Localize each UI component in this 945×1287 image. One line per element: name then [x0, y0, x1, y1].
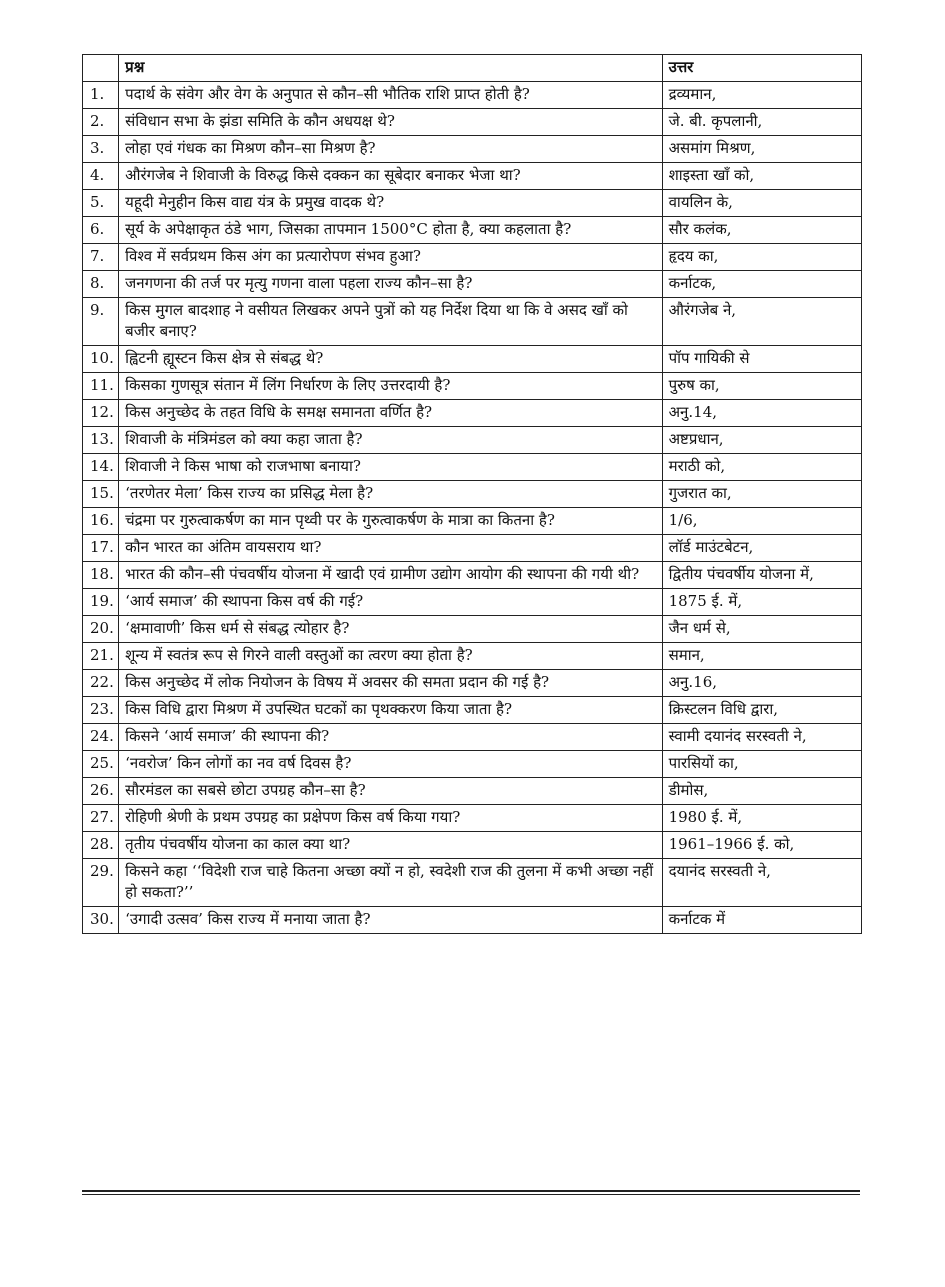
row-answer: अनु.14, [662, 400, 861, 427]
row-number: 16. [83, 508, 119, 535]
table-row [83, 643, 862, 670]
row-question: संविधान सभा के झंडा समिति के कौन अधयक्ष थे? [119, 109, 662, 136]
row-question: विश्व में सर्वप्रथम किस अंग का प्रत्यारोपण संभव हुआ? [119, 244, 662, 271]
row-number: 27. [83, 805, 119, 832]
row-answer: जैन धर्म से, [662, 616, 861, 643]
footer-rule-thin [82, 1194, 860, 1195]
table-row [83, 697, 862, 724]
row-number: 17. [83, 535, 119, 562]
row-answer: दयानंद सरस्वती ने, [662, 859, 861, 907]
row-number: 25. [83, 751, 119, 778]
row-answer: 1875 ई. में, [662, 589, 861, 616]
table-row [83, 778, 862, 805]
row-number: 10. [83, 346, 119, 373]
table-row [83, 244, 862, 271]
row-question: यहूदी मेनुहीन किस वाद्य यंत्र के प्रमुख वादक थे? [119, 190, 662, 217]
row-number: 13. [83, 427, 119, 454]
row-number: 28. [83, 832, 119, 859]
row-question: ह्विटनी ह्यूस्टन किस क्षेत्र से संबद्ध थे? [119, 346, 662, 373]
row-answer: द्रव्यमान, [662, 82, 861, 109]
row-answer: स्वामी दयानंद सरस्वती ने, [662, 724, 861, 751]
table-row [83, 907, 862, 934]
row-question: लोहा एवं गंधक का मिश्रण कौन–सा मिश्रण है? [119, 136, 662, 163]
footer-double-rule [82, 1190, 860, 1195]
row-number: 15. [83, 481, 119, 508]
row-answer: पारसियों का, [662, 751, 861, 778]
row-number: 20. [83, 616, 119, 643]
table-row [83, 508, 862, 535]
table-row [83, 400, 862, 427]
row-answer: औरंगजेब ने, [662, 298, 861, 346]
row-number: 3. [83, 136, 119, 163]
table-row [83, 751, 862, 778]
row-question: ‘नवरोज’ किन लोगों का नव वर्ष दिवस है? [119, 751, 662, 778]
row-answer: कर्नाटक में [662, 907, 861, 934]
row-question: ‘तरणेतर मेला’ किस राज्य का प्रसिद्ध मेला है? [119, 481, 662, 508]
row-number: 26. [83, 778, 119, 805]
row-number: 29. [83, 859, 119, 907]
row-question: किसने ‘आर्य समाज’ की स्थापना की? [119, 724, 662, 751]
row-number: 19. [83, 589, 119, 616]
table-row [83, 298, 862, 346]
table-row [83, 535, 862, 562]
row-question: रोहिणी श्रेणी के प्रथम उपग्रह का प्रक्षेपण किस वर्ष किया गया? [119, 805, 662, 832]
row-question: किस अनुच्छेद के तहत विधि के समक्ष समानता वर्णित है? [119, 400, 662, 427]
row-number: 4. [83, 163, 119, 190]
row-question: ‘आर्य समाज’ की स्थापना किस वर्ष की गई? [119, 589, 662, 616]
row-answer: क्रिस्टलन विधि द्वारा, [662, 697, 861, 724]
table-row [83, 832, 862, 859]
table-row [83, 670, 862, 697]
table-header-row [83, 55, 862, 82]
table-row [83, 190, 862, 217]
row-answer: अष्टप्रधान, [662, 427, 861, 454]
row-question: किसका गुणसूत्र संतान में लिंग निर्धारण के लिए उत्तरदायी है? [119, 373, 662, 400]
row-answer: डीमोस, [662, 778, 861, 805]
row-question: ‘क्षमावाणी’ किस धर्म से संबद्ध त्योहार है? [119, 616, 662, 643]
table-row [83, 859, 862, 907]
row-number: 24. [83, 724, 119, 751]
row-number: 7. [83, 244, 119, 271]
table-row [83, 805, 862, 832]
row-answer: 1980 ई. में, [662, 805, 861, 832]
table-row [83, 589, 862, 616]
row-answer: 1/6, [662, 508, 861, 535]
row-question: भारत की कौन–सी पंचवर्षीय योजना में खादी एवं ग्रामीण उद्योग आयोग की स्थापना की गयी थी? [119, 562, 662, 589]
row-question: जनगणना की तर्ज पर मृत्यु गणना वाला पहला राज्य कौन–सा है? [119, 271, 662, 298]
table-row [83, 346, 862, 373]
row-question: कौन भारत का अंतिम वायसराय था? [119, 535, 662, 562]
row-question: शून्य में स्वतंत्र रूप से गिरने वाली वस्तुओं का त्वरण क्या होता है? [119, 643, 662, 670]
row-number: 12. [83, 400, 119, 427]
table-row [83, 109, 862, 136]
row-number: 9. [83, 298, 119, 346]
table-row [83, 562, 862, 589]
row-number: 6. [83, 217, 119, 244]
table-row [83, 427, 862, 454]
row-number: 2. [83, 109, 119, 136]
row-answer: जे. बी. कृपलानी, [662, 109, 861, 136]
row-number: 14. [83, 454, 119, 481]
row-answer: अनु.16, [662, 670, 861, 697]
row-number: 21. [83, 643, 119, 670]
row-question: औरंगजेब ने शिवाजी के विरुद्ध किसे दक्कन का सूबेदार बनाकर भेजा था? [119, 163, 662, 190]
row-answer: कर्नाटक, [662, 271, 861, 298]
header-question: प्रश्न [119, 55, 662, 82]
row-number: 8. [83, 271, 119, 298]
row-question: किस अनुच्छेद में लोक नियोजन के विषय में अवसर की समता प्रदान की गई है? [119, 670, 662, 697]
row-answer: मराठी को, [662, 454, 861, 481]
row-question: पदार्थ के संवेग और वेग के अनुपात से कौन–सी भौतिक राशि प्राप्त होती है? [119, 82, 662, 109]
row-number: 18. [83, 562, 119, 589]
table-row [83, 481, 862, 508]
table-row [83, 136, 862, 163]
row-number: 1. [83, 82, 119, 109]
row-answer: पॉप गायिकी से [662, 346, 861, 373]
row-question: किस मुगल बादशाह ने वसीयत लिखकर अपने पुत्रों को यह निर्देश दिया था कि वे असद खाँ को बजीर बनाए? [119, 298, 662, 346]
row-question: सूर्य के अपेक्षाकृत ठंडे भाग, जिसका तापमान 1500°C होता है, क्या कहलाता है? [119, 217, 662, 244]
header-answer: उत्तर [662, 55, 861, 82]
table-row [83, 217, 862, 244]
row-number: 23. [83, 697, 119, 724]
row-question: तृतीय पंचवर्षीय योजना का काल क्या था? [119, 832, 662, 859]
table-row [83, 163, 862, 190]
row-answer: द्वितीय पंचवर्षीय योजना में, [662, 562, 861, 589]
row-answer: वायलिन के, [662, 190, 861, 217]
table-row [83, 724, 862, 751]
row-question: शिवाजी ने किस भाषा को राजभाषा बनाया? [119, 454, 662, 481]
table-body [83, 82, 862, 934]
row-answer: हृदय का, [662, 244, 861, 271]
row-answer: सौर कलंक, [662, 217, 861, 244]
table-row [83, 454, 862, 481]
row-answer: लॉर्ड माउंटबेटन, [662, 535, 861, 562]
row-number: 30. [83, 907, 119, 934]
row-question: शिवाजी के मंत्रिमंडल को क्या कहा जाता है? [119, 427, 662, 454]
row-answer: समान, [662, 643, 861, 670]
row-answer: 1961–1966 ई. को, [662, 832, 861, 859]
row-answer: शाइस्ता खाँ को, [662, 163, 861, 190]
row-question: ‘उगादी उत्सव’ किस राज्य में मनाया जाता है? [119, 907, 662, 934]
row-question: किसने कहा ‘‘विदेशी राज चाहे कितना अच्छा क्यों न हो, स्वदेशी राज की तुलना में कभी अच्छा नहीं हो सकता?’’ [119, 859, 662, 907]
row-answer: गुजरात का, [662, 481, 861, 508]
table-row [83, 373, 862, 400]
row-question: चंद्रमा पर गुरुत्वाकर्षण का मान पृथ्वी पर के गुरुत्वाकर्षण के मात्रा का कितना है? [119, 508, 662, 535]
header-number [83, 55, 119, 82]
row-number: 5. [83, 190, 119, 217]
qa-table [82, 54, 862, 934]
row-answer: असमांग मिश्रण, [662, 136, 861, 163]
row-question: किस विधि द्वारा मिश्रण में उपस्थित घटकों का पृथक्करण किया जाता है? [119, 697, 662, 724]
table-row [83, 271, 862, 298]
row-question: सौरमंडल का सबसे छोटा उपग्रह कौन–सा है? [119, 778, 662, 805]
row-answer: पुरुष का, [662, 373, 861, 400]
row-number: 22. [83, 670, 119, 697]
table-row [83, 82, 862, 109]
row-number: 11. [83, 373, 119, 400]
table-row [83, 616, 862, 643]
